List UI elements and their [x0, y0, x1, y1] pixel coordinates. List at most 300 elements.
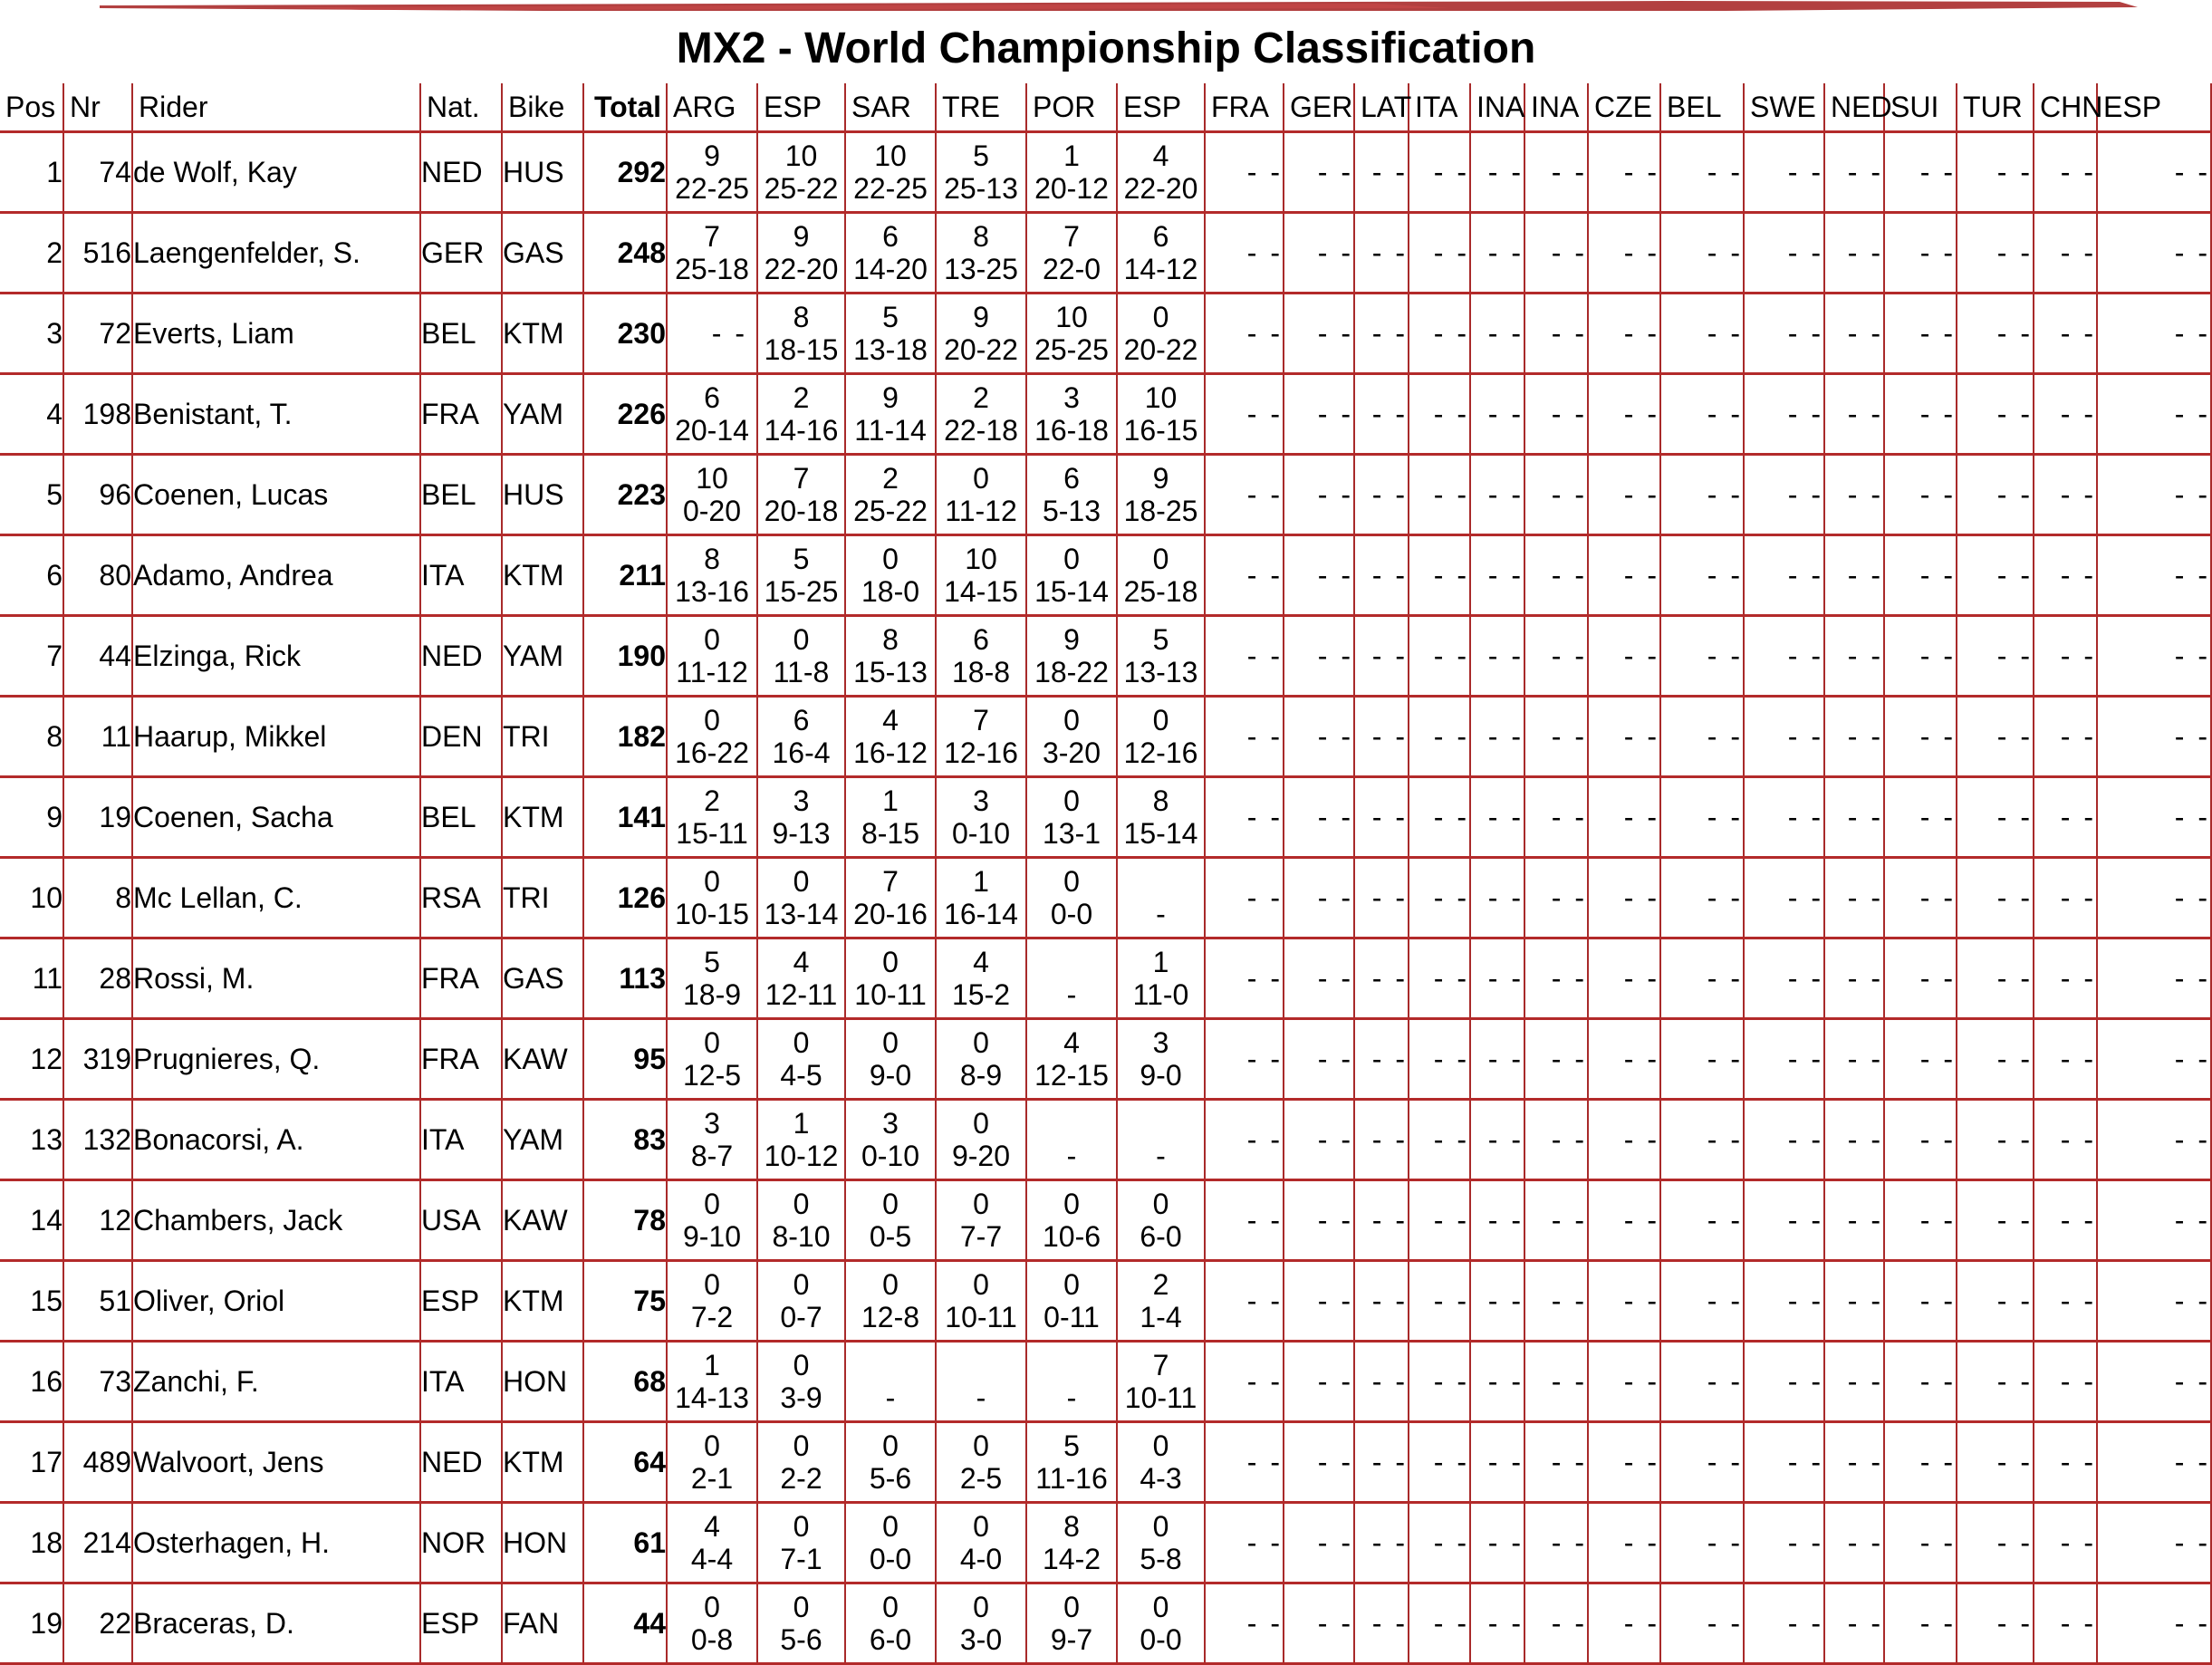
gp-result-cell	[845, 697, 936, 777]
future-event-cell: - -	[1470, 858, 1524, 938]
future-event-cell: - -	[1660, 1422, 1744, 1503]
gp-points: 0	[1152, 543, 1169, 575]
gp-result-cell	[845, 455, 936, 535]
position-cell: 11	[0, 938, 63, 1019]
gp-points: 8	[973, 220, 989, 253]
rider-number-cell: 72	[63, 294, 132, 374]
future-event-cell: - -	[1588, 535, 1660, 616]
gp-result-cell	[1117, 697, 1205, 777]
bike-cell: KAW	[502, 1180, 583, 1261]
future-event-cell: - -	[1957, 616, 2034, 697]
future-event-cell: - -	[1205, 1180, 1284, 1261]
rider-name-cell: Coenen, Sacha	[132, 777, 420, 858]
future-event-cell: - -	[1284, 938, 1354, 1019]
future-event-cell: - -	[1957, 1261, 2034, 1342]
rider-number-cell: 96	[63, 455, 132, 535]
gp-heat-scores: -	[1156, 1140, 1166, 1172]
future-event-cell: - -	[1470, 938, 1524, 1019]
gp-points: 10	[1055, 301, 1088, 333]
gp-result-cell	[757, 294, 845, 374]
gp-points: 10	[874, 140, 907, 172]
gp-points: 6	[973, 623, 989, 656]
gp-heat-scores: 20-22	[1123, 333, 1198, 366]
future-event-cell: - -	[2034, 294, 2097, 374]
total-points-cell: 223	[583, 455, 667, 535]
gp-points	[937, 1349, 1025, 1381]
column-header-event: ESP	[1117, 83, 1205, 132]
future-event-cell: - -	[1284, 777, 1354, 858]
gp-heat-scores: 20-22	[944, 333, 1018, 366]
future-event-cell: - -	[1884, 1422, 1957, 1503]
gp-points: 5	[704, 946, 720, 978]
gp-heat-scores: 18-25	[1123, 495, 1198, 527]
future-event-cell: - -	[1524, 697, 1588, 777]
future-event-cell: - -	[1660, 1503, 1744, 1583]
future-event-cell: - -	[1660, 535, 1744, 616]
future-event-cell: - -	[1354, 132, 1409, 213]
gp-heat-scores: 0-10	[861, 1140, 920, 1172]
gp-heat-scores: 12-8	[861, 1301, 920, 1333]
future-event-cell: - -	[1524, 374, 1588, 455]
gp-result-cell	[1117, 938, 1205, 1019]
future-event-cell: - -	[1660, 697, 1744, 777]
future-event-cell: - -	[1470, 535, 1524, 616]
future-event-cell: - -	[1744, 1422, 1824, 1503]
gp-result-cell	[1026, 132, 1117, 213]
table-row	[0, 132, 2211, 213]
rider-name-cell: Osterhagen, H.	[132, 1503, 420, 1583]
gp-heat-scores: 25-18	[675, 253, 749, 285]
future-event-cell: - -	[1409, 1422, 1470, 1503]
rider-name-cell: Walvoort, Jens	[132, 1422, 420, 1503]
gp-result-cell	[936, 616, 1026, 697]
bike-cell: GAS	[502, 213, 583, 294]
table-row	[0, 1583, 2211, 1664]
gp-points: 7	[1063, 220, 1080, 253]
gp-points: 2	[973, 381, 989, 414]
future-event-cell: - -	[1409, 1180, 1470, 1261]
gp-result-cell	[845, 1422, 936, 1503]
gp-heat-scores: 0-5	[869, 1220, 912, 1253]
future-event-cell: - -	[1660, 858, 1744, 938]
future-event-cell: - -	[2097, 1422, 2211, 1503]
future-event-cell: - -	[1205, 132, 1284, 213]
gp-result-cell	[1026, 1583, 1117, 1664]
bike-cell: HON	[502, 1503, 583, 1583]
total-points-cell: 113	[583, 938, 667, 1019]
gp-heat-scores: 0-7	[780, 1301, 822, 1333]
gp-heat-scores: 14-16	[764, 414, 839, 447]
total-points-cell: 141	[583, 777, 667, 858]
gp-points: 6	[793, 704, 810, 736]
future-event-cell: - -	[1824, 1100, 1884, 1180]
column-header-pos: Pos	[0, 83, 63, 132]
future-event-cell: - -	[1744, 1583, 1824, 1664]
gp-heat-scores: 7-7	[959, 1220, 1003, 1253]
total-points-cell: 61	[583, 1503, 667, 1583]
future-event-cell: - -	[1354, 455, 1409, 535]
future-event-cell: - -	[1957, 374, 2034, 455]
gp-heat-scores: 18-8	[951, 656, 1011, 688]
future-event-cell: - -	[1470, 697, 1524, 777]
future-event-cell: - -	[2034, 535, 2097, 616]
future-event-cell: - -	[1524, 1100, 1588, 1180]
nationality-cell: ESP	[420, 1583, 502, 1664]
position-cell: 13	[0, 1100, 63, 1180]
future-event-cell: - -	[1957, 132, 2034, 213]
gp-points: 0	[1063, 543, 1080, 575]
nationality-cell: BEL	[420, 455, 502, 535]
gp-points: 9	[973, 301, 989, 333]
future-event-cell: - -	[2034, 616, 2097, 697]
gp-points: 0	[793, 1429, 810, 1462]
future-event-cell: - -	[1957, 777, 2034, 858]
gp-result-cell	[667, 294, 757, 374]
gp-points: 0	[973, 1510, 989, 1543]
future-event-cell: - -	[1354, 777, 1409, 858]
gp-result-cell	[936, 858, 1026, 938]
nationality-cell: ITA	[420, 1100, 502, 1180]
future-event-cell: - -	[1470, 1100, 1524, 1180]
gp-result-cell	[845, 535, 936, 616]
future-event-cell: - -	[1205, 1261, 1284, 1342]
gp-heat-scores: 16-18	[1034, 414, 1109, 447]
gp-heat-scores: 5-13	[1042, 495, 1101, 527]
table-row	[0, 535, 2211, 616]
future-event-cell: - -	[1284, 294, 1354, 374]
gp-result-cell	[757, 1422, 845, 1503]
gp-heat-scores: 14-20	[853, 253, 928, 285]
column-header-event: NED	[1824, 83, 1884, 132]
future-event-cell: - -	[2097, 616, 2211, 697]
page-title: MX2 - World Championship Classification	[676, 24, 1536, 72]
future-event-cell: - -	[1957, 1019, 2034, 1100]
gp-heat-scores: 11-12	[676, 656, 748, 688]
rider-name-cell: Bonacorsi, A.	[132, 1100, 420, 1180]
future-event-cell: - -	[1824, 616, 1884, 697]
gp-points: 6	[1063, 462, 1080, 495]
bike-cell: HUS	[502, 132, 583, 213]
gp-points: 0	[793, 1349, 810, 1381]
gp-points: 8	[882, 623, 899, 656]
gp-points: 7	[1152, 1349, 1169, 1381]
future-event-cell: - -	[1409, 616, 1470, 697]
gp-result-cell	[845, 294, 936, 374]
future-event-cell: - -	[1284, 374, 1354, 455]
gp-heat-scores: -	[976, 1381, 986, 1414]
gp-heat-scores: 10-11	[854, 978, 927, 1011]
gp-result-cell	[667, 938, 757, 1019]
gp-result-cell	[936, 1342, 1026, 1422]
column-header-total: Total	[583, 83, 667, 132]
gp-result-cell	[667, 697, 757, 777]
future-event-cell: - -	[1744, 616, 1824, 697]
position-cell: 8	[0, 697, 63, 777]
future-event-cell: - -	[2034, 1342, 2097, 1422]
future-event-cell: - -	[1744, 938, 1824, 1019]
future-event-cell: - -	[2097, 777, 2211, 858]
gp-points: 2	[793, 381, 810, 414]
future-event-cell: - -	[1409, 1503, 1470, 1583]
gp-result-cell	[757, 858, 845, 938]
nationality-cell: BEL	[420, 777, 502, 858]
gp-points: 4	[973, 946, 989, 978]
gp-heat-scores: 25-25	[1034, 333, 1109, 366]
gp-points: 0	[1152, 301, 1169, 333]
future-event-cell: - -	[1824, 1503, 1884, 1583]
gp-result-cell	[936, 1503, 1026, 1583]
future-event-cell: - -	[1409, 938, 1470, 1019]
total-points-cell: 292	[583, 132, 667, 213]
future-event-cell: - -	[1409, 858, 1470, 938]
gp-heat-scores: 22-25	[675, 172, 749, 205]
future-event-cell: - -	[1284, 1342, 1354, 1422]
gp-heat-scores: 7-2	[690, 1301, 734, 1333]
future-event-cell: - -	[1884, 858, 1957, 938]
future-event-cell: - -	[1354, 1261, 1409, 1342]
gp-result-cell	[845, 1503, 936, 1583]
rider-number-cell: 516	[63, 213, 132, 294]
gp-result-cell	[757, 1261, 845, 1342]
gp-result-cell	[1117, 858, 1205, 938]
column-header-event: LAT	[1354, 83, 1409, 132]
gp-result-cell	[1026, 374, 1117, 455]
bike-cell: TRI	[502, 697, 583, 777]
gp-points: 0	[882, 1026, 899, 1059]
column-header-event: ESP	[757, 83, 845, 132]
gp-heat-scores: 16-12	[853, 736, 928, 769]
future-event-cell: - -	[1824, 455, 1884, 535]
future-event-cell: - -	[1660, 455, 1744, 535]
future-event-cell: - -	[1824, 1342, 1884, 1422]
gp-result-cell	[757, 777, 845, 858]
gp-result-cell	[757, 1180, 845, 1261]
gp-result-cell	[757, 455, 845, 535]
column-header-nr: Nr	[63, 83, 132, 132]
gp-points: 0	[973, 1026, 989, 1059]
future-event-cell: - -	[1409, 213, 1470, 294]
rider-number-cell: 51	[63, 1261, 132, 1342]
gp-heat-scores: 18-9	[682, 978, 742, 1011]
gp-points: 0	[973, 1429, 989, 1462]
gp-points	[1027, 1349, 1116, 1381]
gp-heat-scores: 3-9	[780, 1381, 822, 1414]
future-event-cell: - -	[1284, 535, 1354, 616]
gp-points: 8	[793, 301, 810, 333]
gp-points: 0	[704, 1591, 720, 1623]
future-event-cell: - -	[1354, 213, 1409, 294]
future-event-cell: - -	[1660, 1100, 1744, 1180]
total-points-cell: 126	[583, 858, 667, 938]
future-event-cell: - -	[1884, 1503, 1957, 1583]
future-event-cell: - -	[1524, 1261, 1588, 1342]
future-event-cell: - -	[2034, 1100, 2097, 1180]
gp-points: 4	[793, 946, 810, 978]
future-event-cell: - -	[1884, 938, 1957, 1019]
gp-result-cell	[936, 374, 1026, 455]
rider-number-cell: 44	[63, 616, 132, 697]
future-event-cell: - -	[1884, 1261, 1957, 1342]
future-event-cell: - -	[1957, 858, 2034, 938]
gp-result-cell	[757, 1019, 845, 1100]
bike-cell: HUS	[502, 455, 583, 535]
future-event-cell: - -	[2097, 1180, 2211, 1261]
gp-heat-scores: 14-15	[944, 575, 1018, 608]
gp-heat-scores: 12-15	[1034, 1059, 1109, 1092]
future-event-cell: - -	[1824, 1261, 1884, 1342]
column-header-event: INA	[1524, 83, 1588, 132]
gp-heat-scores: 18-15	[764, 333, 839, 366]
gp-result-cell	[936, 1180, 1026, 1261]
gp-points: 0	[1152, 1188, 1169, 1220]
future-event-cell: - -	[1470, 616, 1524, 697]
gp-heat-scores: 9-0	[869, 1059, 912, 1092]
gp-points: 7	[704, 220, 720, 253]
gp-points: 0	[1063, 1268, 1080, 1301]
future-event-cell: - -	[1588, 1342, 1660, 1422]
future-event-cell: - -	[1588, 1422, 1660, 1503]
gp-points: 10	[696, 462, 728, 495]
future-event-cell: - -	[1824, 938, 1884, 1019]
future-event-cell: - -	[2097, 938, 2211, 1019]
gp-result-cell	[757, 1583, 845, 1664]
future-event-cell: - -	[2034, 455, 2097, 535]
gp-result-cell	[845, 132, 936, 213]
column-header-event: SAR	[845, 83, 936, 132]
future-event-cell: - -	[1884, 1019, 1957, 1100]
future-event-cell: - -	[1524, 1180, 1588, 1261]
total-points-cell: 182	[583, 697, 667, 777]
gp-heat-scores: 20-12	[1034, 172, 1109, 205]
future-event-cell: - -	[1205, 1100, 1284, 1180]
rider-name-cell: Rossi, M.	[132, 938, 420, 1019]
future-event-cell: - -	[1524, 858, 1588, 938]
gp-result-cell	[1026, 1261, 1117, 1342]
nationality-cell: NED	[420, 616, 502, 697]
gp-result-cell	[757, 213, 845, 294]
rider-name-cell: Zanchi, F.	[132, 1342, 420, 1422]
future-event-cell: - -	[1524, 455, 1588, 535]
future-event-cell: - -	[1957, 1100, 2034, 1180]
gp-result-cell	[936, 777, 1026, 858]
gp-result-cell	[845, 1180, 936, 1261]
gp-heat-scores: 15-25	[764, 575, 839, 608]
gp-heat-scores: 7-1	[780, 1543, 822, 1575]
future-event-cell: - -	[1824, 132, 1884, 213]
future-event-cell: - -	[2034, 1503, 2097, 1583]
future-event-cell: - -	[2097, 455, 2211, 535]
gp-points: 0	[793, 1268, 810, 1301]
gp-result-cell	[757, 132, 845, 213]
future-event-cell: - -	[1470, 374, 1524, 455]
rider-name-cell: Elzinga, Rick	[132, 616, 420, 697]
table-row	[0, 455, 2211, 535]
gp-points: 0	[793, 1188, 810, 1220]
future-event-cell: - -	[1588, 1180, 1660, 1261]
future-event-cell: - -	[1284, 1019, 1354, 1100]
future-event-cell: - -	[1884, 1342, 1957, 1422]
gp-result-cell	[667, 616, 757, 697]
gp-heat-scores: 0-10	[951, 817, 1011, 850]
gp-result-cell	[1117, 616, 1205, 697]
table-body	[0, 132, 2211, 1664]
position-cell: 12	[0, 1019, 63, 1100]
gp-heat-scores: 10-15	[675, 898, 749, 930]
column-header-event: CZE	[1588, 83, 1660, 132]
gp-points: 4	[882, 704, 899, 736]
future-event-cell: - -	[1409, 535, 1470, 616]
gp-heat-scores: 13-13	[1123, 656, 1198, 688]
gp-points: 3	[1063, 381, 1080, 414]
nationality-cell: BEL	[420, 294, 502, 374]
future-event-cell: - -	[1957, 455, 2034, 535]
gp-heat-scores: 16-15	[1123, 414, 1198, 447]
gp-result-cell	[667, 535, 757, 616]
nationality-cell: ITA	[420, 535, 502, 616]
gp-points: 0	[1063, 865, 1080, 898]
position-cell: 3	[0, 294, 63, 374]
gp-result-cell	[757, 1342, 845, 1422]
future-event-cell: - -	[1354, 1019, 1409, 1100]
future-event-cell: - -	[1744, 374, 1824, 455]
gp-points: 8	[704, 543, 720, 575]
rider-name-cell: de Wolf, Kay	[132, 132, 420, 213]
future-event-cell: - -	[1957, 1342, 2034, 1422]
gp-points: 1	[1152, 946, 1169, 978]
gp-heat-scores: 6-0	[869, 1623, 912, 1656]
future-event-cell: - -	[1205, 1019, 1284, 1100]
gp-points: 0	[704, 1268, 720, 1301]
rider-name-cell: Everts, Liam	[132, 294, 420, 374]
future-event-cell: - -	[1744, 1180, 1824, 1261]
gp-points: 0	[1152, 1510, 1169, 1543]
table-row	[0, 1503, 2211, 1583]
future-event-cell: - -	[1354, 1180, 1409, 1261]
gp-result-cell	[667, 1261, 757, 1342]
gp-result-cell	[757, 616, 845, 697]
column-header-event: ARG	[667, 83, 757, 132]
gp-result-cell	[1117, 1583, 1205, 1664]
future-event-cell: - -	[2097, 1503, 2211, 1583]
bike-cell: TRI	[502, 858, 583, 938]
gp-heat-scores: 13-25	[944, 253, 1018, 285]
gp-heat-scores: 15-2	[951, 978, 1011, 1011]
future-event-cell: - -	[1744, 535, 1824, 616]
gp-heat-scores: 13-14	[764, 898, 839, 930]
future-event-cell: - -	[1884, 616, 1957, 697]
total-points-cell: 226	[583, 374, 667, 455]
gp-points: - -	[711, 317, 747, 350]
future-event-cell: - -	[1524, 1019, 1588, 1100]
gp-heat-scores: 22-20	[1123, 172, 1198, 205]
gp-result-cell	[667, 374, 757, 455]
future-event-cell: - -	[1409, 294, 1470, 374]
gp-points: 0	[882, 946, 899, 978]
gp-heat-scores: 25-13	[944, 172, 1018, 205]
gp-points: 9	[793, 220, 810, 253]
table-row	[0, 1342, 2211, 1422]
column-header-event: SWE	[1744, 83, 1824, 132]
gp-heat-scores: 16-22	[675, 736, 749, 769]
future-event-cell: - -	[1524, 777, 1588, 858]
gp-heat-scores: 18-22	[1034, 656, 1109, 688]
future-event-cell: - -	[1884, 294, 1957, 374]
gp-heat-scores: 4-4	[690, 1543, 734, 1575]
gp-heat-scores: -	[885, 1381, 896, 1414]
gp-points: 6	[1152, 220, 1169, 253]
future-event-cell: - -	[1524, 1583, 1588, 1664]
gp-points: 1	[793, 1107, 810, 1140]
